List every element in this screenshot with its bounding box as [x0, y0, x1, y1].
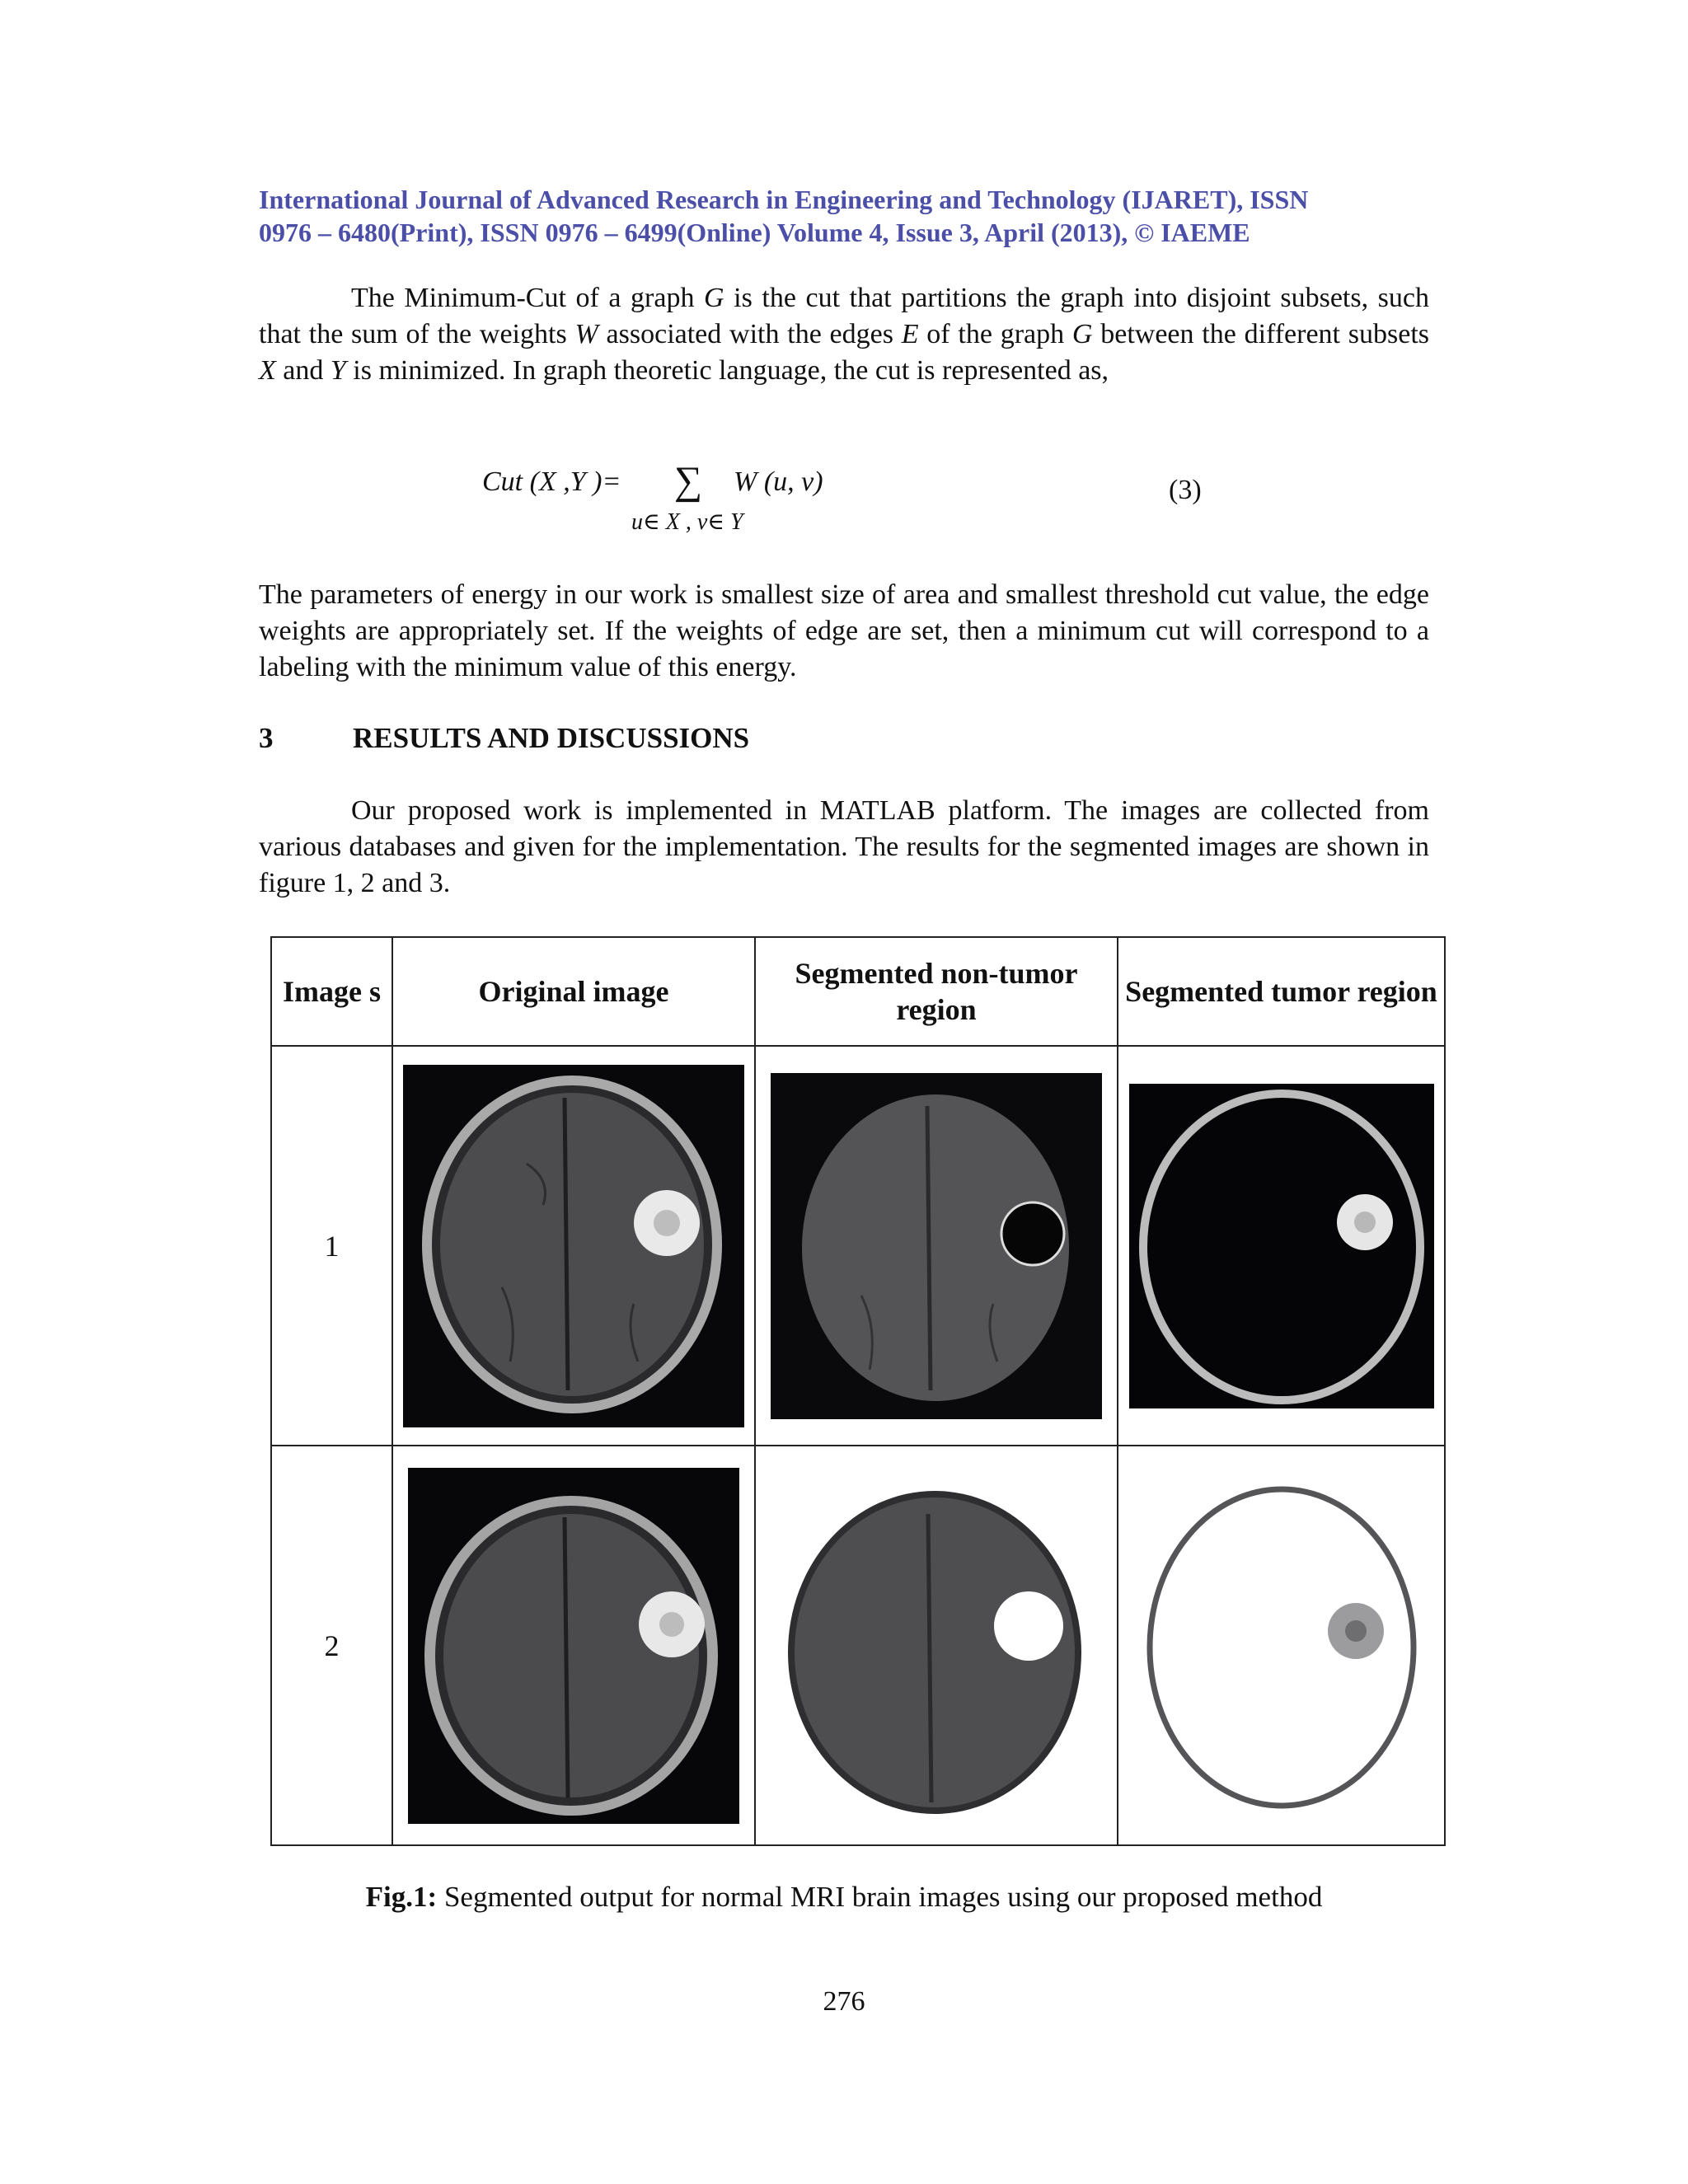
header-original-image: Original image — [392, 937, 755, 1046]
mri-non-tumor-2 — [755, 1446, 1118, 1845]
equation-subscript: u∈ X , v∈ Y — [631, 509, 743, 535]
mri-original-2 — [392, 1446, 755, 1845]
mri-tumor-2 — [1118, 1446, 1445, 1845]
table-header-row — [271, 937, 1445, 1046]
journal-header-line1: International Journal of Advanced Research in Engineering and Technology (IJARET), ISSN — [259, 185, 1309, 214]
section-number: 3 — [259, 722, 274, 754]
page-number: 276 — [823, 1986, 865, 2017]
results-table — [270, 936, 1446, 1846]
equation-rhs: W (u, v) — [734, 466, 823, 497]
paragraph-results: Our proposed work is implemented in MATLAB platform. The images are collected from various databases and given for the implementation. The results for the segmented images are shown in figure 1, 2 and 3. — [259, 795, 1429, 898]
row-label: 2 — [271, 1446, 392, 1845]
mri-non-tumor-1 — [755, 1046, 1118, 1446]
equation-lhs: Cut (X ,Y )= — [482, 466, 621, 497]
table-row — [271, 1446, 1445, 1845]
header-non-tumor: Segmented non-tumor region — [755, 937, 1118, 1046]
header-tumor: Segmented tumor region — [1118, 937, 1445, 1046]
paragraph-mincut: The Minimum-Cut of a graph G is the cut that partitions the graph into disjoint subsets, such that the sum of the weights W associated with the edges E of the graph G between the different subsets X and Y is minimized. In graph theoretic language, the cut is represented as, — [259, 283, 1429, 386]
mri-original-1 — [392, 1046, 755, 1446]
section-heading — [259, 722, 749, 755]
caption-text: Segmented output for normal MRI brain images using our proposed method — [437, 1881, 1323, 1913]
caption-label: Fig.1: — [365, 1881, 438, 1913]
equation-sum-symbol: ∑ — [674, 459, 703, 503]
equation-number: (3) — [1169, 475, 1202, 505]
row-label: 1 — [271, 1046, 392, 1446]
figure-caption — [0, 1881, 1688, 1914]
header-images: Image s — [271, 937, 392, 1046]
journal-header — [259, 183, 1429, 249]
mri-tumor-1 — [1118, 1046, 1445, 1446]
paragraph-energy: The parameters of energy in our work is smallest size of area and smallest threshold cut value, the edge weights are appropriately set. If the weights of edge are set, then a minimum cut will correspond to a labeling with the minimum value of this energy. — [259, 579, 1429, 682]
section-title: RESULTS AND DISCUSSIONS — [353, 722, 750, 754]
table-row — [271, 1046, 1445, 1446]
journal-header-line2: 0976 – 6480(Print), ISSN 0976 – 6499(Online) Volume 4, Issue 3, April (2013), © IAEME — [259, 218, 1250, 247]
